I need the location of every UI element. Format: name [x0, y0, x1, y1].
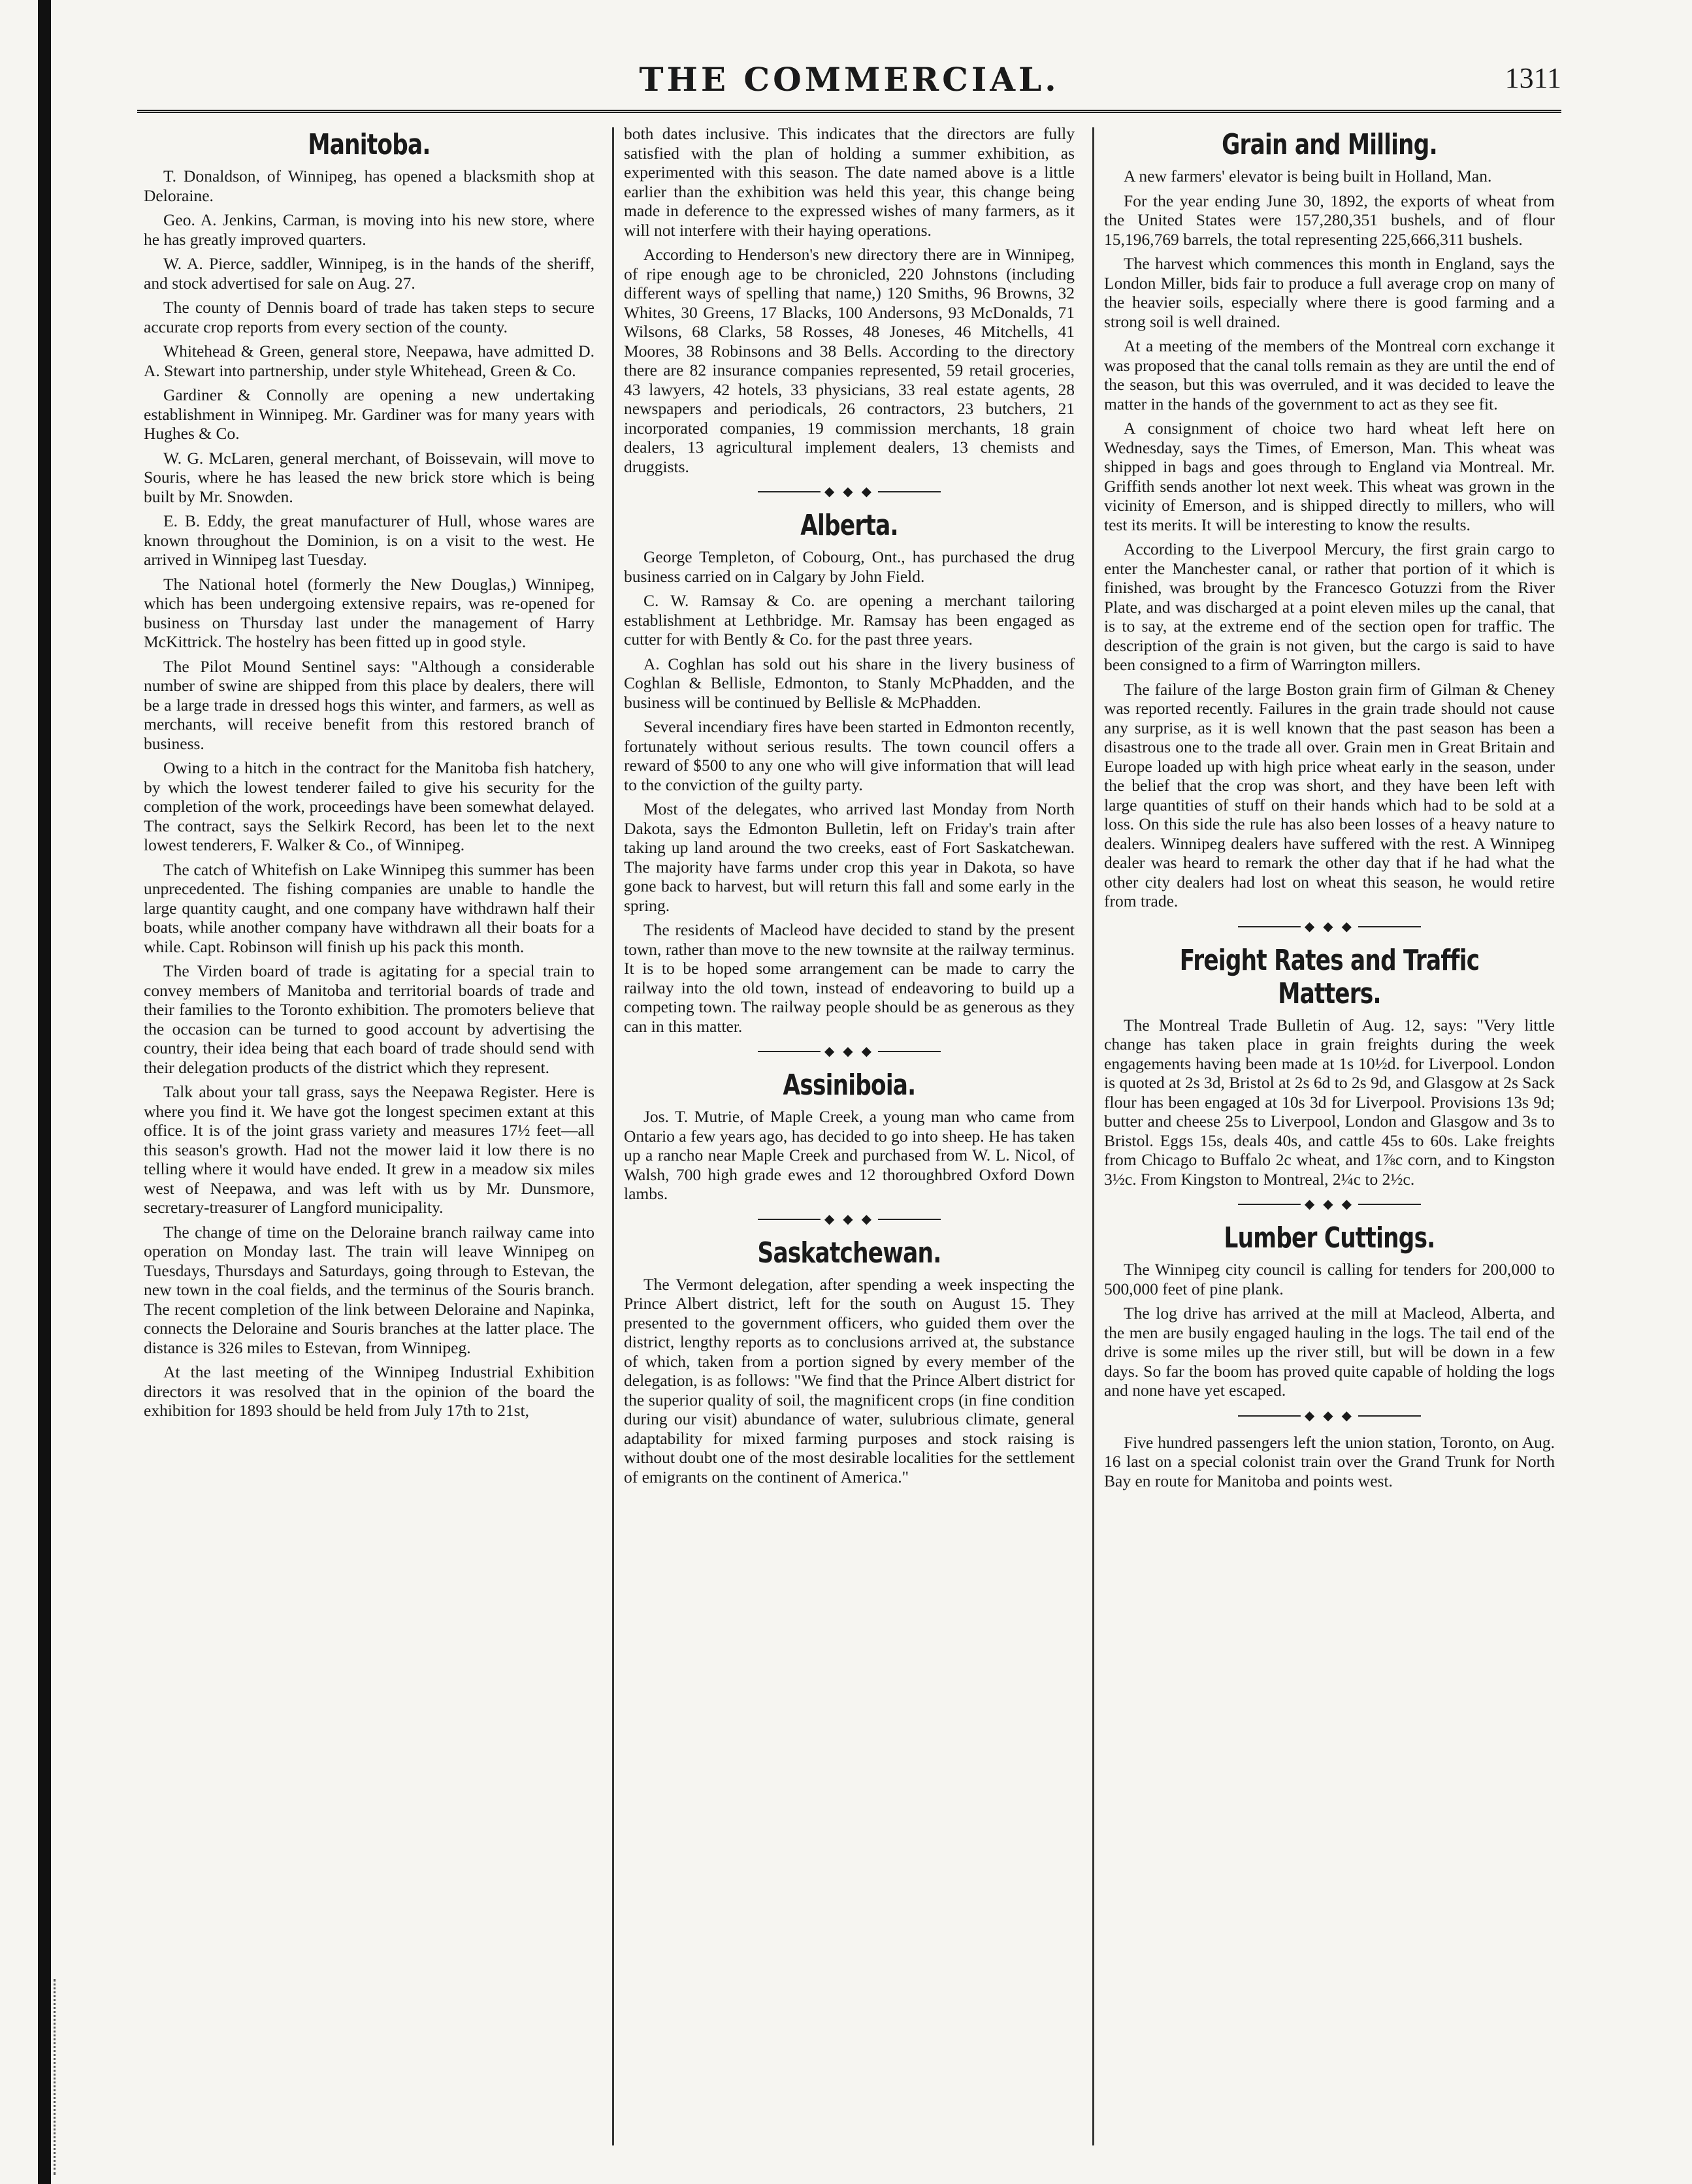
article-paragraph: According to Henderson's new directory there are in Winnipeg, of ripe enough age to be chronicled, 220 Johnstons (including different ways of spelling that name,) 120 Smiths, 96 Browns, 32 Whites, 30 Greens, 17 Blacks, 100 Andersons, 93 McDonalds, 71 Wilsons, 68 Clarks, 58 Rosses, 48 Joneses, 46 Mitchells, 41 Moores, 38 Robinsons and 38 Bells. According to the directory there are 82 insurance companies represented, 59 retail groceries, 43 lawyers, 42 hotels, 33 physicians, 33 real estate agents, 28 newspapers and periodicals, 26 contractors, 23 butchers, 21 incorporated companies, 19 commission merchants, 18 grain dealers, 13 agricultural implement dealers, 13 chemists and druggists.	[624, 245, 1075, 476]
article-paragraph: W. A. Pierce, saddler, Winnipeg, is in the hands of the sheriff, and stock advertised for sale on Aug. 27.	[144, 254, 594, 293]
column-rule	[612, 127, 614, 2145]
article-paragraph: The failure of the large Boston grain firm of Gilman & Cheney was reported recently. Failures in the grain trade should not cause any surprise, as it is well known that the past season has been a disastrous one to the trade all over. Grain men in Great Britain and Europe loaded up with high price wheat early in the season, under the belief that the crop was short, and they have been left with large quantities of stuff on their hands which had to be sold at a loss. On this side the rule has also been losses of a heavy nature to dealers. Winnipeg dealers have suffered with the rest. A Winnipeg dealer was heard to remark the other day that if he had what the other city dealers had lost on wheat this season, he would retire from trade.	[1104, 679, 1555, 910]
article-paragraph: Geo. A. Jenkins, Carman, is moving into his new store, where he has greatly improved quarters.	[144, 210, 594, 249]
article-paragraph: At the last meeting of the Winnipeg Industrial Exhibition directors it was resolved that in the opinion of the board the exhibition for 1893 should be held from July 17th to 21st,	[144, 1362, 594, 1420]
column-3	[1104, 124, 1555, 2136]
section-divider	[758, 1212, 941, 1227]
article-paragraph: The Virden board of trade is agitating for a special train to convey members of Manitoba and territorial boards of trade and their families to the Toronto exhibition. The promoters believe that the occasion can be turned to good account by advertising the country, their idea being that each board of trade should send with their delegation products of the district which they represent.	[144, 961, 594, 1077]
article-paragraph: T. Donaldson, of Winnipeg, has opened a blacksmith shop at Deloraine.	[144, 167, 594, 205]
section-heading: Alberta.	[800, 509, 898, 542]
article-paragraph: Owing to a hitch in the contract for the Manitoba fish hatchery, by which the lowest tenderer failed to give his security for the completion of the work, proceedings have been somewhat delayed. The contract, says the Selkirk Record, has been let to the next lowest tenderers, F. Walker & Co., of Winnipeg.	[144, 758, 594, 854]
article-paragraph: According to the Liverpool Mercury, the first grain cargo to enter the Manchester canal, or rather that portion of it which is finished, was brought by the Francesco Gotuzzi from the River Plate, and was discharged at a point eleven miles up the canal, that is to say, at the extreme end of the section open for traffic. The description of the grain is not given, but the cargo is said to have been consigned to a firm of Warrington millers.	[1104, 539, 1555, 674]
article-paragraph: Whitehead & Green, general store, Neepawa, have admitted D. A. Stewart into partnership, under style Whitehead, Green & Co.	[144, 342, 594, 380]
article-paragraph: Gardiner & Connolly are opening a new undertaking establishment in Winnipeg. Mr. Gardiner was for many years with Hughes & Co.	[144, 385, 594, 443]
scan-edge	[38, 0, 51, 2184]
section-heading: Saskatchewan.	[757, 1236, 941, 1270]
section-divider	[1238, 919, 1421, 935]
masthead: THE COMMERCIAL.	[639, 60, 1060, 99]
article-paragraph: At a meeting of the members of the Montreal corn exchange it was proposed that the canal tolls remain as they are until the end of the season, but this was overruled, and it was decided to leave the matter in the hands of the government to act as they see fit.	[1104, 336, 1555, 413]
article-paragraph: Several incendiary fires have been started in Edmonton recently, fortunately without serious results. The town council offers a reward of $500 to any one who will give information that will lead to the conviction of the guilty party.	[624, 717, 1075, 794]
article-paragraph: Talk about your tall grass, says the Neepawa Register. Here is where you find it. We have got the longest specimen extant at this office. It is of the joint grass variety and measures 17½ feet—all this season's growth. Had not the mower laid it low there is no telling where it would have ended. It grew in a meadow six miles west of Neepawa, and was left with us by Mr. Dunsmore, secretary-treasurer of Langford municipality.	[144, 1082, 594, 1217]
column-1	[144, 124, 594, 2136]
article-paragraph: E. B. Eddy, the great manufacturer of Hull, whose wares are known throughout the Dominion, is on a visit to the west. He arrived in Winnipeg last Tuesday.	[144, 511, 594, 569]
article-paragraph: Jos. T. Mutrie, of Maple Creek, a young man who came from Ontario a few years ago, has decided to go into sheep. He has taken up a rancho near Maple Creek and purchased from W. L. Nicol, of Walsh, 700 high grade ewes and 12 thoroughbred Oxford Down lambs.	[624, 1107, 1075, 1203]
divider-ornament: ◆ ◆ ◆	[821, 1044, 878, 1059]
article-paragraph: The harvest which commences this month in England, says the London Miller, bids fair to produce a full average crop on many of the heavier soils, especially where there is good farming and a strong soil is well drained.	[1104, 254, 1555, 331]
article-paragraph: The Vermont delegation, after spending a week inspecting the Prince Albert district, left for the south on August 15. They presented to the government officers, who guided them over the district, lengthy reports as to conclusions arrived at, the substance of which, taken from a portion signed by every member of the delegation, is as follows: "We find that the Prince Albert district for the superior quality of soil, the magnificent crops (in fine condition during our visit) abundance of water, sulubrious climate, general adaptability for mixed farming purposes and stock raising is without doubt one of the most desirable localities for the settlement of emigrants on the continent of America."	[624, 1274, 1075, 1486]
section-divider	[1238, 1408, 1421, 1424]
article-paragraph: The change of time on the Deloraine branch railway came into operation on Monday last. The train will leave Winnipeg on Tuesdays, Thursdays and Saturdays, going through to Estevan, the new town in the coal fields, and the terminus of the Souris branch. The recent completion of the link between Deloraine and Napinka, connects the Deloraine and Souris branches at the latter place. The distance is 326 miles to Estevan, from Winnipeg.	[144, 1222, 594, 1357]
article-paragraph: The county of Dennis board of trade has taken steps to secure accurate crop reports from every section of the county.	[144, 298, 594, 336]
section-heading: Grain and Milling.	[1222, 128, 1437, 161]
article-paragraph: The log drive has arrived at the mill at Macleod, Alberta, and the men are busily engaged hauling in the logs. The tail end of the drive is some miles up the river still, but will be down in a few days. So far the boom has proved quite capable of holding the logs and none have yet escaped.	[1104, 1304, 1555, 1400]
divider-ornament: ◆ ◆ ◆	[1301, 919, 1358, 935]
article-paragraph: The residents of Macleod have decided to stand by the present town, rather than move to the new townsite at the railway terminus. It is to be hoped some arrangement can be made to carry the railway into the old town, instead of endeavoring to build up a competing town. The railway people should be as generous as they can in this matter.	[624, 920, 1075, 1036]
section-divider	[758, 1044, 941, 1059]
section-divider	[1238, 1196, 1421, 1212]
article-paragraph: Five hundred passengers left the union station, Toronto, on Aug. 16 last on a special colonist train over the Grand Trunk for North Bay en route for Manitoba and points west.	[1104, 1432, 1555, 1490]
article-paragraph: The Pilot Mound Sentinel says: "Although a considerable number of swine are shipped from this place by dealers, there will be a large trade in dressed hogs this winter, and farmers, as well as merchants, will receive benefit from this restored branch of business.	[144, 656, 594, 753]
divider-ornament: ◆ ◆ ◆	[1301, 1408, 1358, 1424]
divider-ornament: ◆ ◆ ◆	[821, 484, 878, 500]
section-heading: Assiniboia.	[783, 1068, 916, 1102]
article-paragraph: The Montreal Trade Bulletin of Aug. 12, says: "Very little change has taken place in grain freights during the week engagements having been made at 1s 10½d. for Liverpool. London is quoted at 2s 3d, Bristol at 2s 6d to 2s 9d, and Glasgow at 2s Sack flour has been engaged at 10s 3d for Liverpool. Provisions 13s 9d; butter and cheese 25s to Liverpool, London and Glasgow and 3s to Bristol. Eggs 15s, deals 40s, and cattle 45s to 60s. Lake freights from Chicago to Buffalo 2c wheat, and 1⅞c corn, and to Kingston 3½c. From Kingston to Montreal, 2¼c to 2½c.	[1104, 1015, 1555, 1189]
article-paragraph: both dates inclusive. This indicates that the directors are fully satisfied with the plan of holding a summer exhibition, as experimented with this season. The date named above is a little earlier than the exhibition was held this year, this change being made in deference to the expressed wishes of many farmers, as it will not interfere with their haying operations.	[624, 124, 1075, 240]
section-heading: Lumber Cuttings.	[1224, 1221, 1435, 1255]
section-divider	[758, 484, 941, 500]
header-rule	[137, 110, 1561, 113]
article-paragraph: A consignment of choice two hard wheat left here on Wednesday, says the Times, of Emerson, Man. This wheat was shipped in bags and goes through to England via Montreal. Mr. Griffith sends another lot next week. This wheat was grown in the vicinity of Emerson, and is shipped directly to millers, who will test its merits. It will be interesting to know the results.	[1104, 419, 1555, 534]
page-header	[137, 60, 1561, 106]
article-paragraph: The Winnipeg city council is calling for tenders for 200,000 to 500,000 feet of pine plank.	[1104, 1260, 1555, 1298]
article-paragraph: C. W. Ramsay & Co. are opening a merchant tailoring establishment at Lethbridge. Mr. Ramsay has been engaged as cutter for with Bently & Co. for the past three years.	[624, 591, 1075, 649]
scan-specks	[54, 1979, 61, 2175]
column-rule	[1092, 127, 1094, 2145]
article-paragraph: A. Coghlan has sold out his share in the livery business of Coghlan & Bellisle, Edmonton, to Stanly McPhadden, and the business will be continued by Bellisle & McPhadden.	[624, 654, 1075, 712]
article-paragraph: For the year ending June 30, 1892, the exports of wheat from the United States were 157,280,351 bushels, and of flour 15,196,769 barrels, the total representing 225,666,311 bushels.	[1104, 191, 1555, 249]
article-paragraph: George Templeton, of Cobourg, Ont., has purchased the drug business carried on in Calgary by John Field.	[624, 547, 1075, 586]
section-heading: Manitoba.	[308, 128, 431, 161]
article-paragraph: W. G. McLaren, general merchant, of Boissevain, will move to Souris, where he has leased the new brick store which is being built by Mr. Snowden.	[144, 448, 594, 506]
article-paragraph: Most of the delegates, who arrived last Monday from North Dakota, says the Edmonton Bulletin, left on Friday's train after taking up land around the two creeks, east of Fort Saskatchewan. The majority have farms under crop this year in Dakota, so have gone back to harvest, but will return this fall and some early in the spring.	[624, 799, 1075, 915]
page-number: 1311	[1505, 62, 1561, 94]
article-paragraph: The National hotel (formerly the New Douglas,) Winnipeg, which has been undergoing extensive repairs, was re-opened for business on Thursday last under the management of Harry McKittrick. The hostelry has been fitted up in good style.	[144, 574, 594, 651]
divider-ornament: ◆ ◆ ◆	[821, 1212, 878, 1227]
article-paragraph: A new farmers' elevator is being built in Holland, Man.	[1124, 167, 1492, 185]
divider-ornament: ◆ ◆ ◆	[1301, 1196, 1358, 1212]
article-paragraph: The catch of Whitefish on Lake Winnipeg this summer has been unprecedented. The fishing companies are unable to handle the large quantity caught, and one company have withdrawn half their boats, while another company have withdrawn all their boats for a while. Capt. Robinson will finish up his pack this month.	[144, 859, 594, 956]
section-heading: Freight Rates and Traffic Matters.	[1179, 943, 1480, 1010]
column-2	[624, 124, 1075, 2136]
